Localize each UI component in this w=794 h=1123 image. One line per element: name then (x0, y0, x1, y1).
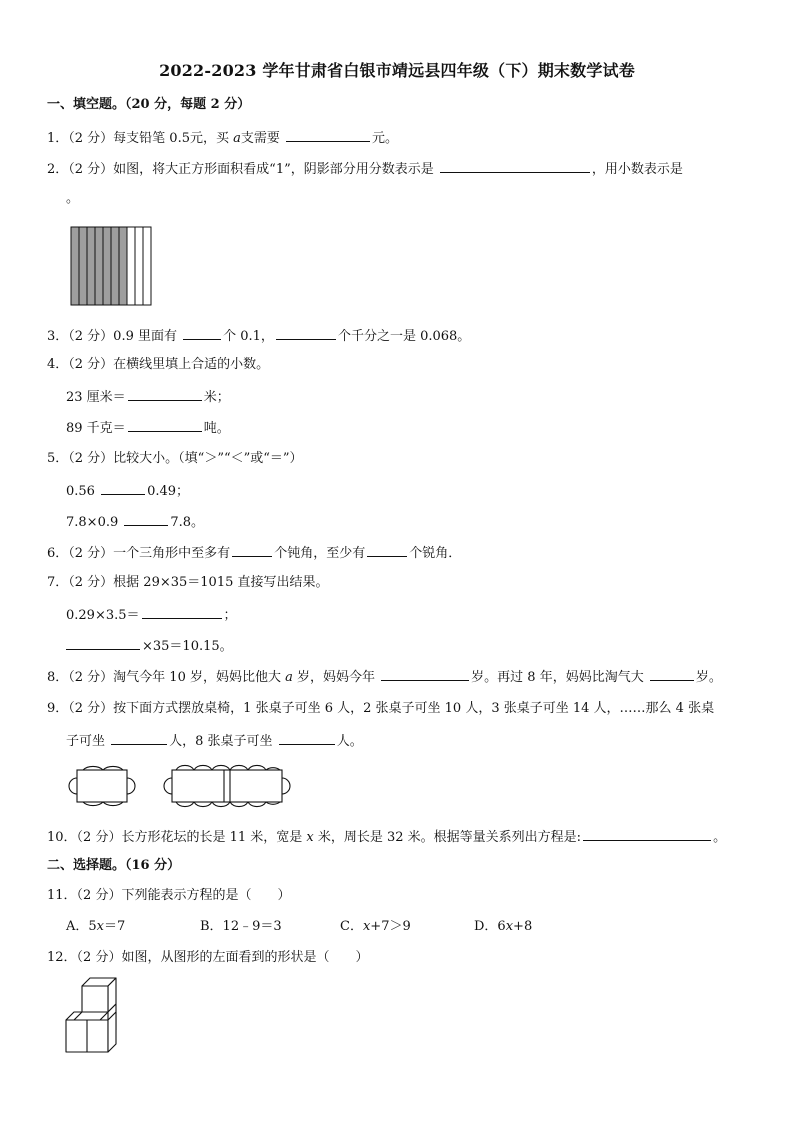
question-8: 8．（2 分）淘气今年 10 岁，妈妈比他大 a 岁，妈妈今年 岁。再过 8 年，妈妈比淘气大 岁。 (47, 667, 722, 687)
question-3: 3．（2 分）0.9 里面有 个 0.1， 个千分之一是 0.068。 (47, 326, 470, 346)
question-4-part-a: 23 厘米＝ 米； (66, 387, 230, 407)
question-7: 7．（2 分）根据 29×35＝1015 直接写出结果。 (47, 575, 329, 590)
unshaded-strip (135, 227, 143, 305)
answer-blank[interactable] (232, 543, 272, 557)
answer-blank[interactable] (650, 667, 694, 681)
question-5-part-b: 7.8×0.9 7.8。 (66, 512, 204, 532)
question-9: 9．（2 分）按下面方式摆放桌椅，1 张桌子可坐 6 人，2 张桌子可坐 10 人，3 张桌子可坐 14 人，……那么 4 张桌 (47, 701, 715, 716)
section-heading-fill-blank: 一、填空题。（20 分，每题 2 分） (47, 97, 251, 112)
answer-blank[interactable] (286, 128, 370, 142)
answer-blank[interactable] (583, 827, 711, 841)
unshaded-strip (127, 227, 135, 305)
shaded-strip (119, 227, 127, 305)
answer-blank[interactable] (124, 512, 168, 526)
question-6: 6．（2 分）一个三角形中至多有 个钝角，至少有 个锐角． (47, 543, 461, 563)
question-10: 10．（2 分）长方形花坛的长是 11 米，宽是 x 米，周长是 32 米。根据等量关系列出方程是: 。 (47, 827, 726, 847)
question-2: 2．（2 分）如图，将大正方形面积看成“1”，阴影部分用分数表示是 ，用小数表示是 (47, 159, 683, 179)
one-table-figure (66, 762, 138, 808)
section-heading-multiple-choice: 二、选择题。（16 分） (47, 858, 181, 873)
question-5: 5．（2 分）比较大小。（填“＞”“＜”或“＝”） (47, 451, 303, 466)
shaded-strip (87, 227, 95, 305)
strip-square-figure (70, 226, 152, 306)
shaded-strip (95, 227, 103, 305)
answer-blank[interactable] (183, 326, 221, 340)
answer-blank[interactable] (381, 667, 469, 681)
option-c[interactable]: C．x+7＞9 (340, 919, 411, 934)
answer-blank[interactable] (279, 731, 335, 745)
question-11: 11．（2 分）下列能表示方程的是（ ） (47, 888, 291, 903)
unshaded-strip (143, 227, 151, 305)
answer-blank[interactable] (66, 636, 140, 650)
question-12: 12．（2 分）如图，从图形的左面看到的形状是（ ） (47, 950, 369, 965)
answer-blank[interactable] (367, 543, 407, 557)
page-title: 2022-2023 学年甘肃省白银市靖远县四年级（下）期末数学试卷 (159, 61, 635, 80)
question-5-part-a: 0.56 0.49； (66, 481, 189, 501)
question-7-part-a: 0.29×3.5＝ ； (66, 605, 237, 625)
three-tables-figure (160, 762, 296, 808)
shaded-strip (71, 227, 79, 305)
question-11-options (66, 918, 532, 936)
shaded-strip (79, 227, 87, 305)
question-1: 1．（2 分）每支铅笔 0.5元，买 a支需要 元。 (47, 128, 398, 148)
question-2-continued: 。 (66, 191, 80, 206)
shaded-strip (111, 227, 119, 305)
question-7-part-b: ×35＝10.15。 (66, 636, 233, 656)
option-d[interactable]: D．6x+8 (474, 919, 533, 934)
shaded-strip (103, 227, 111, 305)
question-4-part-b: 89 千克＝ 吨。 (66, 418, 230, 438)
answer-blank[interactable] (440, 159, 590, 173)
answer-blank[interactable] (128, 387, 202, 401)
answer-blank[interactable] (142, 605, 222, 619)
answer-blank[interactable] (276, 326, 336, 340)
answer-blank[interactable] (101, 481, 145, 495)
cube-stack-figure (64, 976, 124, 1054)
answer-blank[interactable] (111, 731, 167, 745)
question-9-continued: 子可坐 人，8 张桌子可坐 人。 (66, 731, 363, 751)
question-4: 4．（2 分）在横线里填上合适的小数。 (47, 357, 270, 372)
option-b[interactable]: B．12﹣9＝3 (200, 919, 282, 934)
answer-blank[interactable] (128, 418, 202, 432)
option-a[interactable]: A．5x＝7 (66, 919, 126, 934)
